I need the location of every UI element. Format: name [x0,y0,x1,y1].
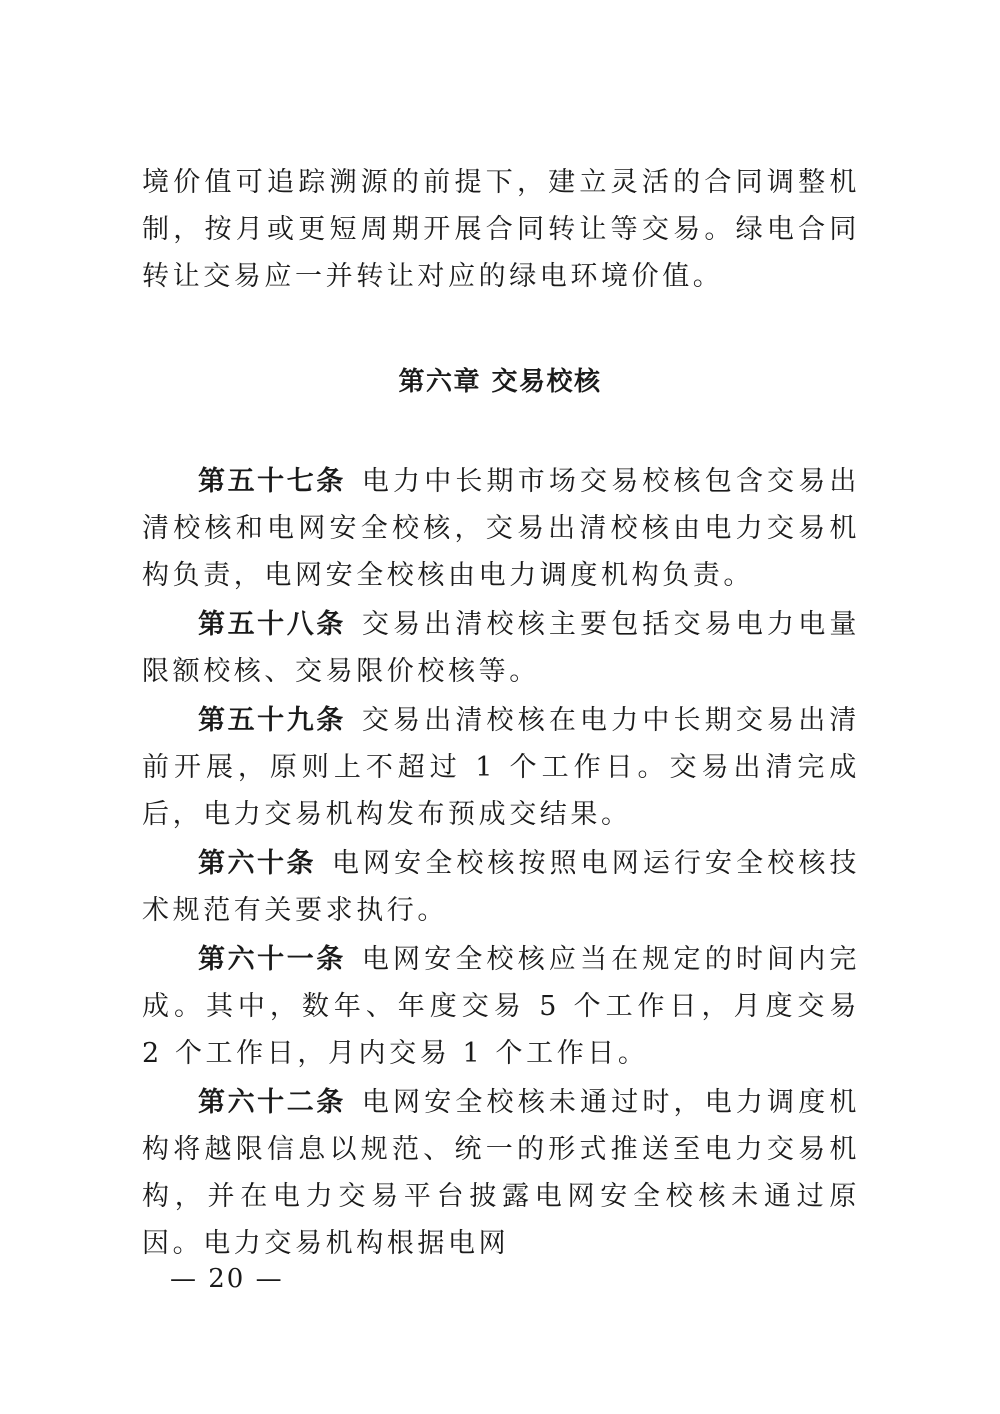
article-57 [142,458,860,599]
article-text: 交易出清校核主要包括交易电力电量限额校核、交易限价校核等。 [142,609,861,687]
article-61 [142,936,860,1077]
articles-section [142,458,860,1269]
article-number: 第六十条 [198,848,316,879]
article-58 [142,601,860,695]
article-number: 第六十一条 [198,944,346,975]
page-number: — 20 — [170,1264,284,1294]
article-text: 电网安全校核未通过时，电力调度机构将越限信息以规范、统一的形式推送至电力交易机构，并在电力交易平台披露电网安全校核未通过原因。电力交易机构根据电网 [142,1087,861,1259]
article-60 [142,840,860,934]
article-number: 第六十二条 [198,1087,346,1118]
chapter-title: 第六章 交易校核 [398,367,602,397]
article-number: 第五十七条 [198,466,346,497]
article-text: 电网安全校核应当在规定的时间内完成。其中，数年、年度交易 5 个工作日，月度交易 2 个工作日，月内交易 1 个工作日。 [142,944,861,1069]
article-text: 电网安全校核按照电网运行安全校核技术规范有关要求执行。 [142,848,861,926]
article-text: 电力中长期市场交易校核包含交易出清校核和电网安全校核，交易出清校核由电力交易机构负责，电网安全校核由电力调度机构负责。 [142,466,861,591]
article-number: 第五十八条 [198,609,346,640]
article-text: 交易出清校核在电力中长期交易出清前开展，原则上不超过 1 个工作日。交易出清完成后，电力交易机构发布预成交结果。 [142,705,861,830]
article-62 [142,1079,860,1267]
article-number: 第五十九条 [198,705,346,736]
continuation-paragraph: 境价值可追踪溯源的前提下，建立灵活的合同调整机制，按月或更短周期开展合同转让等交易。绿电合同转让交易应一并转让对应的绿电环境价值。 [142,167,860,292]
article-59 [142,697,860,838]
